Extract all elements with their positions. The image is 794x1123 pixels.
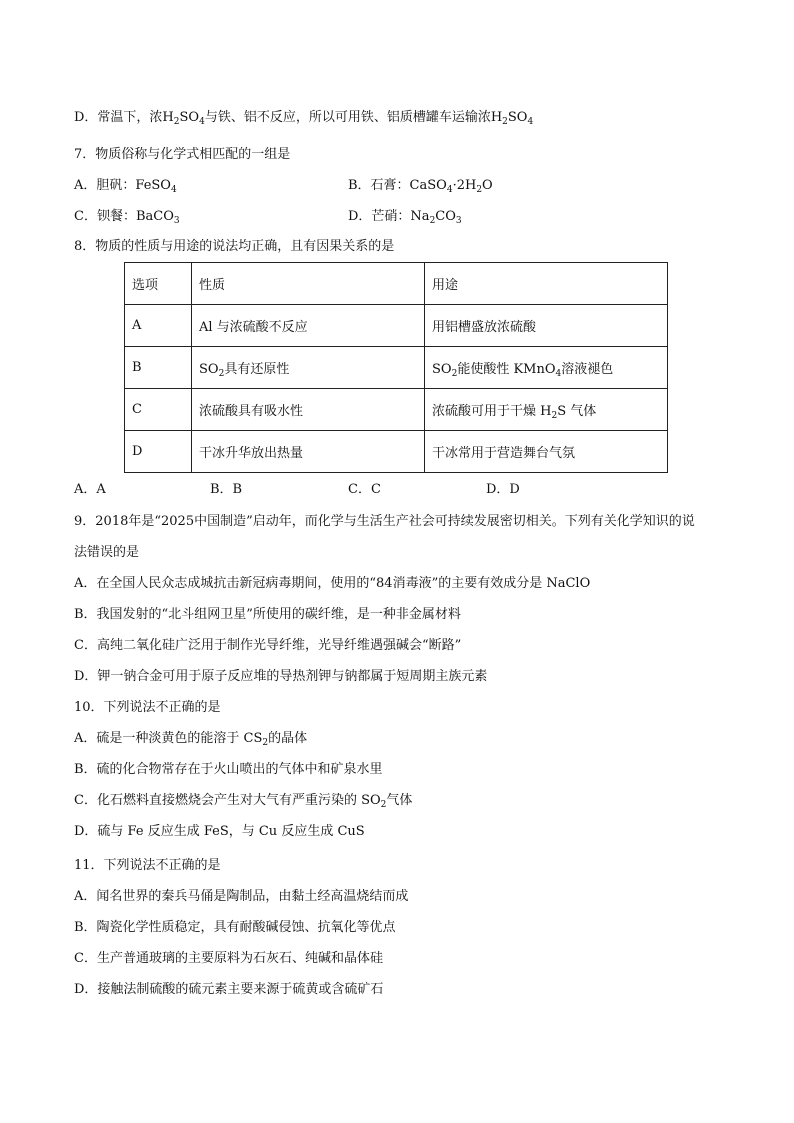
table-header-row (125, 263, 668, 305)
q8-table (124, 262, 668, 473)
q11-option-d: D．接触法制硫酸的硫元素主要来源于硫黄或含硫矿石 (74, 982, 384, 997)
q9-option-c: C．高纯二氧化硅广泛用于制作光导纤维，光导纤维遇强碱会“断路” (74, 638, 462, 653)
table-cell-use: 浓硫酸可用于干燥 $H_2S$ 气体 (425, 389, 668, 431)
q8-stem: 8．物质的性质与用途的说法均正确，且有因果关系的是 (74, 239, 395, 254)
q11-option-c: C．生产普通玻璃的主要原料为石灰石、纯碱和晶体硅 (74, 951, 383, 966)
table-cell-option: B (125, 347, 192, 389)
table-header-cell: 性质 (192, 263, 425, 305)
q10-option-c: C．化石燃料直接燃烧会产生对大气有严重污染的 $SO_2$气体 (74, 793, 413, 810)
q8-answer-d: D．D (486, 482, 520, 497)
q6-option-d: D．常温下，浓$H_2SO_4$与铁、铝不反应，所以可用铁、铝质槽罐车运输浓$H_2SO_4$ (74, 110, 534, 127)
table-cell-property: $SO_2$具有还原性 (192, 347, 425, 389)
q11-stem: 11．下列说法不正确的是 (74, 858, 221, 873)
q8-answer-c: C．C (348, 482, 381, 497)
table-cell-property: 干冰升华放出热量 (192, 431, 425, 473)
q9-option-b: B．我国发射的“北斗组网卫星”所使用的碳纤维，是一种非金属材料 (74, 607, 461, 622)
table-row (125, 305, 668, 347)
q9-stem-line1: 9．2018年是“2025中国制造”启动年，而化学与生活生产社会可持续发展密切相关。下列有关化学知识的说 (74, 514, 695, 529)
q10-option-d: D．硫与 Fe 反应生成 FeS，与 Cu 反应生成 CuS (74, 824, 365, 839)
table-row (125, 389, 668, 431)
q10-stem: 10．下列说法不正确的是 (74, 700, 221, 715)
table-header-cell: 选项 (125, 263, 192, 305)
q11-option-a: A．闻名世界的秦兵马俑是陶制品，由黏土经高温烧结而成 (74, 889, 409, 904)
table-cell-use: $SO_2$能使酸性 KMnO$_4$溶液褪色 (425, 347, 668, 389)
table-cell-use: 干冰常用于营造舞台气氛 (425, 431, 668, 473)
table-header-cell: 用途 (425, 263, 668, 305)
table-cell-option: A (125, 305, 192, 347)
table-cell-property: Al 与浓硫酸不反应 (192, 305, 425, 347)
q10-option-b: B．硫的化合物常存在于火山喷出的气体中和矿泉水里 (74, 762, 383, 777)
q9-option-d: D．钾一钠合金可用于原子反应堆的导热剂钾与钠都属于短周期主族元素 (74, 669, 488, 684)
q8-answer-a: A．A (74, 482, 106, 497)
q7-stem: 7．物质俗称与化学式相匹配的一组是 (74, 147, 291, 162)
table-cell-use: 用铝槽盛放浓硫酸 (425, 305, 668, 347)
table-cell-option: C (125, 389, 192, 431)
q9-stem-line2: 法错误的是 (74, 545, 140, 560)
q8-answer-b: B．B (210, 482, 243, 497)
q7-option-a: A．胆矾：FeSO$_4$ (74, 178, 177, 195)
q11-option-b: B．陶瓷化学性质稳定，具有耐酸碱侵蚀、抗氧化等优点 (74, 920, 396, 935)
table-cell-property: 浓硫酸具有吸水性 (192, 389, 425, 431)
q7-option-b: B．石膏：$CaSO_4\cdot 2H_2O$ (348, 178, 493, 195)
q10-option-a: A．硫是一种淡黄色的能溶于 $CS_2$的晶体 (74, 731, 308, 748)
q7-option-c: C．钡餐：BaCO$_3$ (74, 209, 180, 226)
table-cell-option: D (125, 431, 192, 473)
table-row (125, 431, 668, 473)
table-row (125, 347, 668, 389)
q7-option-d: D．芒硝：$Na_2CO_3$ (348, 209, 462, 226)
q9-option-a: A．在全国人民众志成城抗击新冠病毒期间，使用的“84消毒液”的主要有效成分是 NaClO (74, 576, 591, 591)
